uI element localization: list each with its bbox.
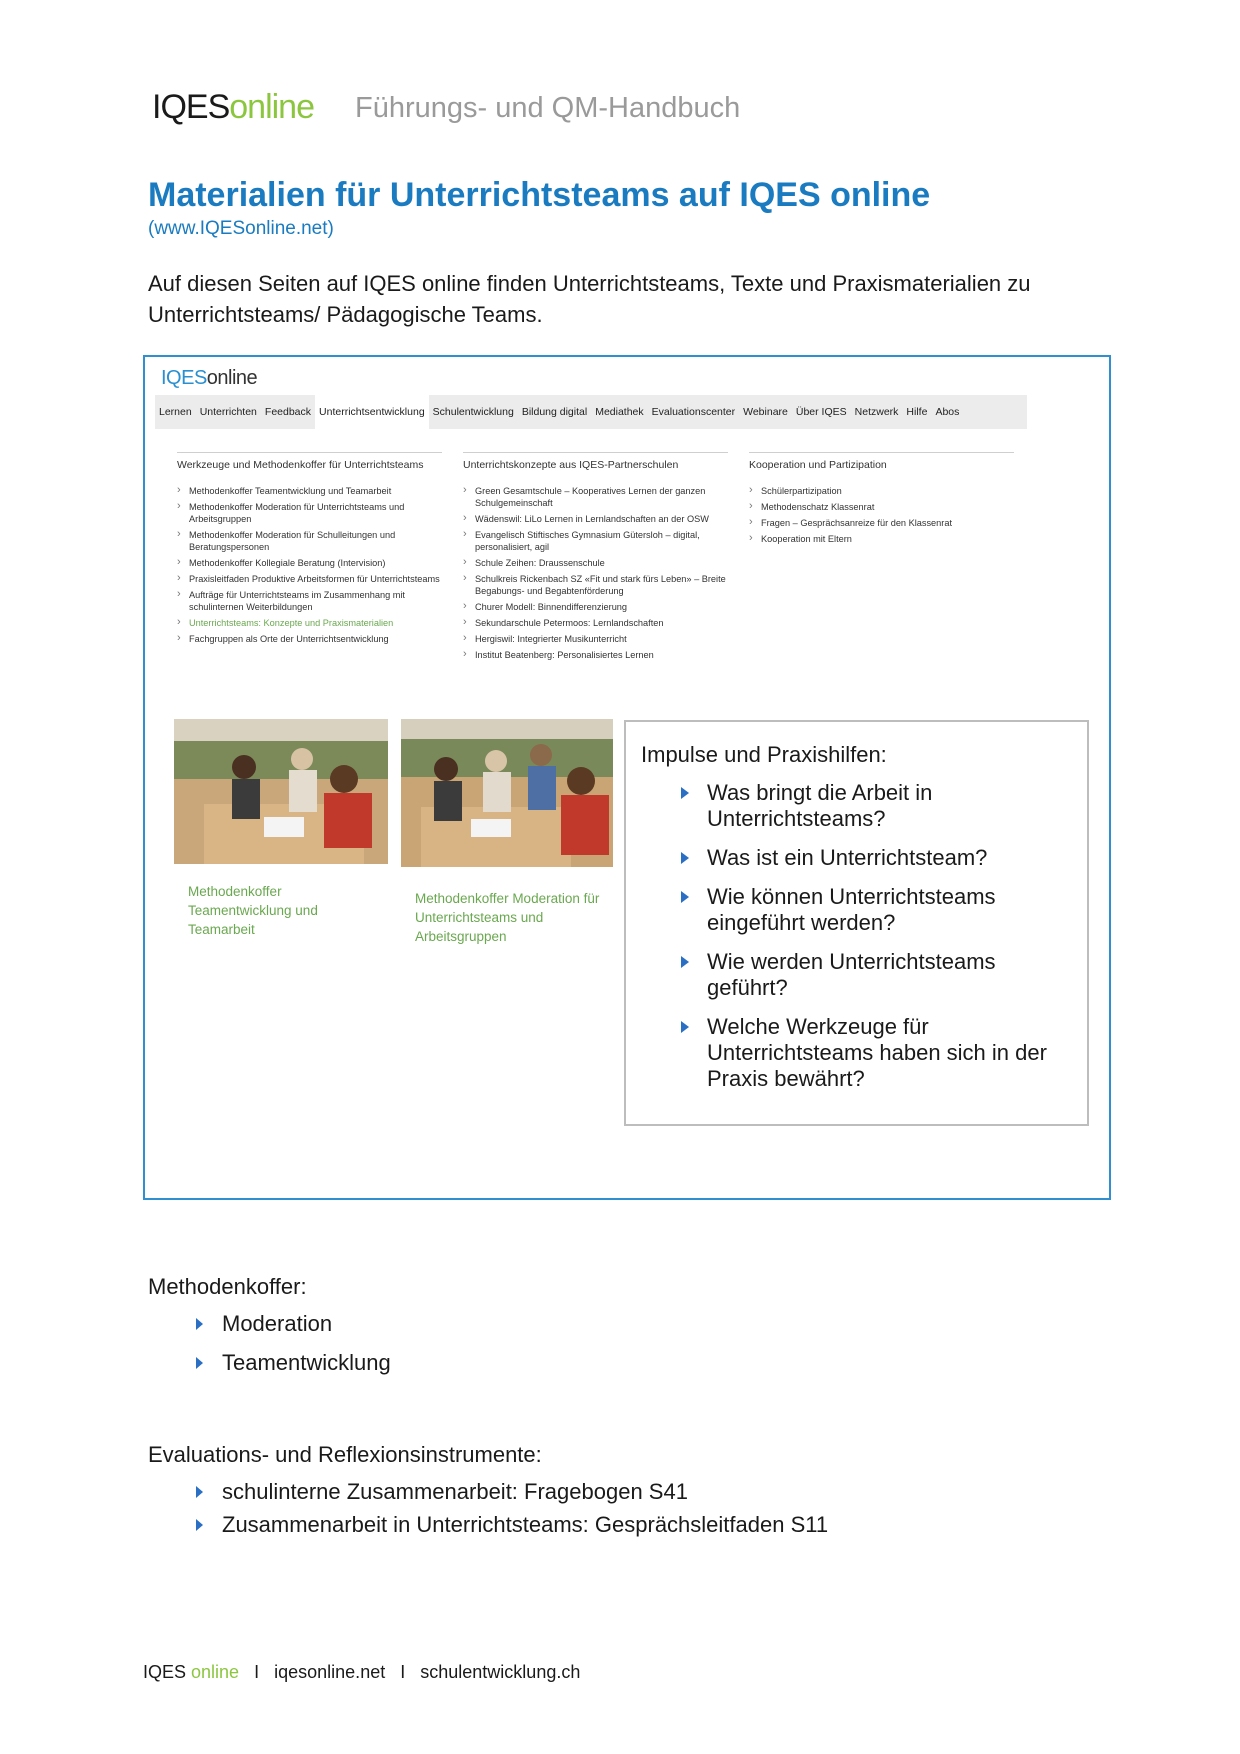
menu-link[interactable]: › Green Gesamtschule – Kooperatives Lernen der ganzen Schulgemeinschaft [463,485,728,509]
impulse-item-label: Wie können Unterrichtsteams eingeführt werden? [707,884,996,935]
logo-main: IQES [152,88,230,126]
team-photo-2[interactable] [401,719,613,867]
methodenkoffer-heading: Methodenkoffer: [148,1274,307,1299]
nav-netzwerk[interactable]: Netzwerk [854,406,899,418]
team-photo-1[interactable] [174,719,388,864]
screenshot-logo[interactable] [161,367,257,390]
menu-link[interactable]: › Methodenkoffer Moderation für Unterrichtsteams und Arbeitsgruppen [177,501,442,525]
column-heading: Werkzeuge und Methodenkoffer für Unterrichtsteams [177,459,424,471]
menu-link[interactable]: › Evangelisch Stiftisches Gymnasium Gütersloh – digital, personalisiert, agil [463,529,728,553]
nav-hilfe[interactable]: Hilfe [906,406,928,418]
main-navigation [155,395,1027,429]
menu-link[interactable]: › Methodenkoffer Teamentwicklung und Teamarbeit [177,485,442,497]
website-screenshot [143,355,1111,1200]
arrow-right-icon [196,1519,203,1531]
intro-text: Auf diesen Seiten auf IQES online finden Unterrichtsteams, Texte und Praxismaterialien zu Unterrichtsteams/ Pädagogische Teams. [148,271,1031,327]
nav-unterrichtsentwicklung[interactable]: Unterrichtsentwicklung [315,395,429,429]
menu-link[interactable]: › Schülerpartizipation [749,485,1014,497]
arrow-right-icon [681,787,689,799]
menu-column-werkzeuge [177,452,442,649]
arrow-right-icon [196,1357,203,1369]
nav-lernen[interactable]: Lernen [159,406,192,418]
site-url[interactable]: (www.IQESonline.net) [148,218,334,239]
menu-link[interactable]: › Kooperation mit Eltern [749,533,1014,545]
menu-link[interactable]: › Institut Beatenberg: Personalisiertes Lernen [463,649,728,661]
menu-link[interactable]: › Fragen – Gesprächsanreize für den Klassenrat [749,517,1014,529]
menu-link[interactable]: › Sekundarschule Petermoos: Lernlandschaften [463,617,728,629]
arrow-right-icon [681,852,689,864]
page-title: Materialien für Unterrichtsteams auf IQES online [148,176,931,214]
footer-separator: I [254,1662,260,1682]
nav-unterrichten[interactable]: Unterrichten [199,406,257,418]
arrow-right-icon [196,1486,203,1498]
nav-webinare[interactable]: Webinare [743,406,788,418]
nav-bildung-digital[interactable]: Bildung digital [521,406,588,418]
methodenkoffer-item-label: Moderation [222,1311,333,1336]
menu-link[interactable]: › Fachgruppen als Orte der Unterrichtsentwicklung [177,633,442,645]
impulse-item-label: Was bringt die Arbeit in Unterrichtsteams? [707,780,933,831]
menu-link[interactable]: › Schule Zeihen: Draussenschule [463,557,728,569]
nav-evaluationscenter[interactable]: Evaluationscenter [651,406,736,418]
impulse-item-label: Was ist ein Unterrichtsteam? [707,845,988,870]
screenshot-logo-accent: online [206,367,258,389]
arrow-right-icon [196,1318,203,1330]
impulse-box [624,720,1089,1126]
menu-link[interactable]: › Methodenkoffer Moderation für Schulleitungen und Beratungspersonen [177,529,442,553]
menu-column-partnerschulen [463,452,728,665]
impulse-list [681,780,1076,1105]
evaluation-heading: Evaluations- und Reflexionsinstrumente: [148,1442,542,1467]
menu-link[interactable]: › Churer Modell: Binnendifferenzierung [463,601,728,613]
menu-link-highlighted[interactable]: › Unterrichtsteams: Konzepte und Praxismaterialien [177,617,442,629]
nav-feedback[interactable]: Feedback [264,406,312,418]
footer-brand-main: IQES [143,1662,187,1682]
impulse-item[interactable] [681,949,1076,1001]
evaluation-item[interactable] [192,1511,1092,1539]
nav-schulentwicklung[interactable]: Schulentwicklung [432,406,514,418]
column-heading: Unterrichtskonzepte aus IQES-Partnerschulen [463,459,679,471]
column-divider [749,452,1014,453]
footer-separator: I [400,1662,406,1682]
arrow-right-icon [681,891,689,903]
menu-link[interactable]: › Methodenkoffer Kollegiale Beratung (Intervision) [177,557,442,569]
methodenkoffer-list [192,1310,1092,1377]
menu-link[interactable]: › Hergiswil: Integrierter Musikunterricht [463,633,728,645]
menu-link[interactable]: › Aufträge für Unterrichtsteams im Zusammenhang mit schulinternen Weiterbildungen [177,589,442,613]
evaluation-item-label: Zusammenarbeit in Unterrichtsteams: Gesprächsleitfaden S11 [222,1512,829,1537]
evaluation-item[interactable] [192,1478,1092,1506]
impulse-title: Impulse und Praxishilfen: [641,742,887,767]
impulse-item-label: Wie werden Unterrichtsteams geführt? [707,949,996,1000]
nav-ueber-iqes[interactable]: Über IQES [795,406,847,418]
evaluation-list [192,1478,1092,1539]
impulse-item[interactable] [681,845,1076,871]
nav-abos[interactable]: Abos [935,406,960,418]
column-divider [463,452,728,453]
menu-column-kooperation [749,452,1014,549]
footer-brand-accent: online [191,1662,240,1682]
handbook-title: Führungs- und QM-Handbuch [355,92,741,124]
menu-link[interactable]: › Wädenswil: LiLo Lernen in Lernlandschaften an der OSW [463,513,728,525]
evaluation-item-label: schulinterne Zusammenarbeit: Fragebogen S41 [222,1479,688,1504]
arrow-right-icon [681,956,689,968]
footer-link-iqesonline[interactable]: iqesonline.net [274,1662,386,1682]
arrow-right-icon [681,1021,689,1033]
menu-link[interactable]: › Schulkreis Rickenbach SZ «Fit und stark fürs Leben» – Breite Begabungs- und Begabtenförderung [463,573,728,597]
impulse-item-label: Welche Werkzeuge für Unterrichtsteams haben sich in der Praxis bewährt? [707,1014,1047,1091]
screenshot-logo-main: IQES [161,367,207,389]
menu-link[interactable]: › Praxisleitfaden Produktive Arbeitsformen für Unterrichtsteams [177,573,442,585]
card-caption-moderation[interactable]: Methodenkoffer Moderation für Unterrichtsteams und Arbeitsgruppen [415,891,600,944]
card-caption-teamentwicklung[interactable]: Methodenkoffer Teamentwicklung und Teamarbeit [188,884,318,937]
column-divider [177,452,442,453]
methodenkoffer-item-label: Teamentwicklung [222,1350,391,1375]
impulse-item[interactable] [681,780,1076,832]
nav-mediathek[interactable]: Mediathek [595,406,644,418]
column-heading: Kooperation und Partizipation [749,459,887,471]
logo-accent: online [229,88,314,126]
impulse-item[interactable] [681,884,1076,936]
iqes-logo [152,88,314,127]
footer-link-schulentwicklung[interactable]: schulentwicklung.ch [420,1662,581,1682]
footer [143,1662,580,1683]
impulse-item[interactable] [681,1014,1076,1092]
menu-link[interactable]: › Methodenschatz Klassenrat [749,501,1014,513]
methodenkoffer-item[interactable] [192,1349,1092,1377]
methodenkoffer-item[interactable] [192,1310,1092,1338]
